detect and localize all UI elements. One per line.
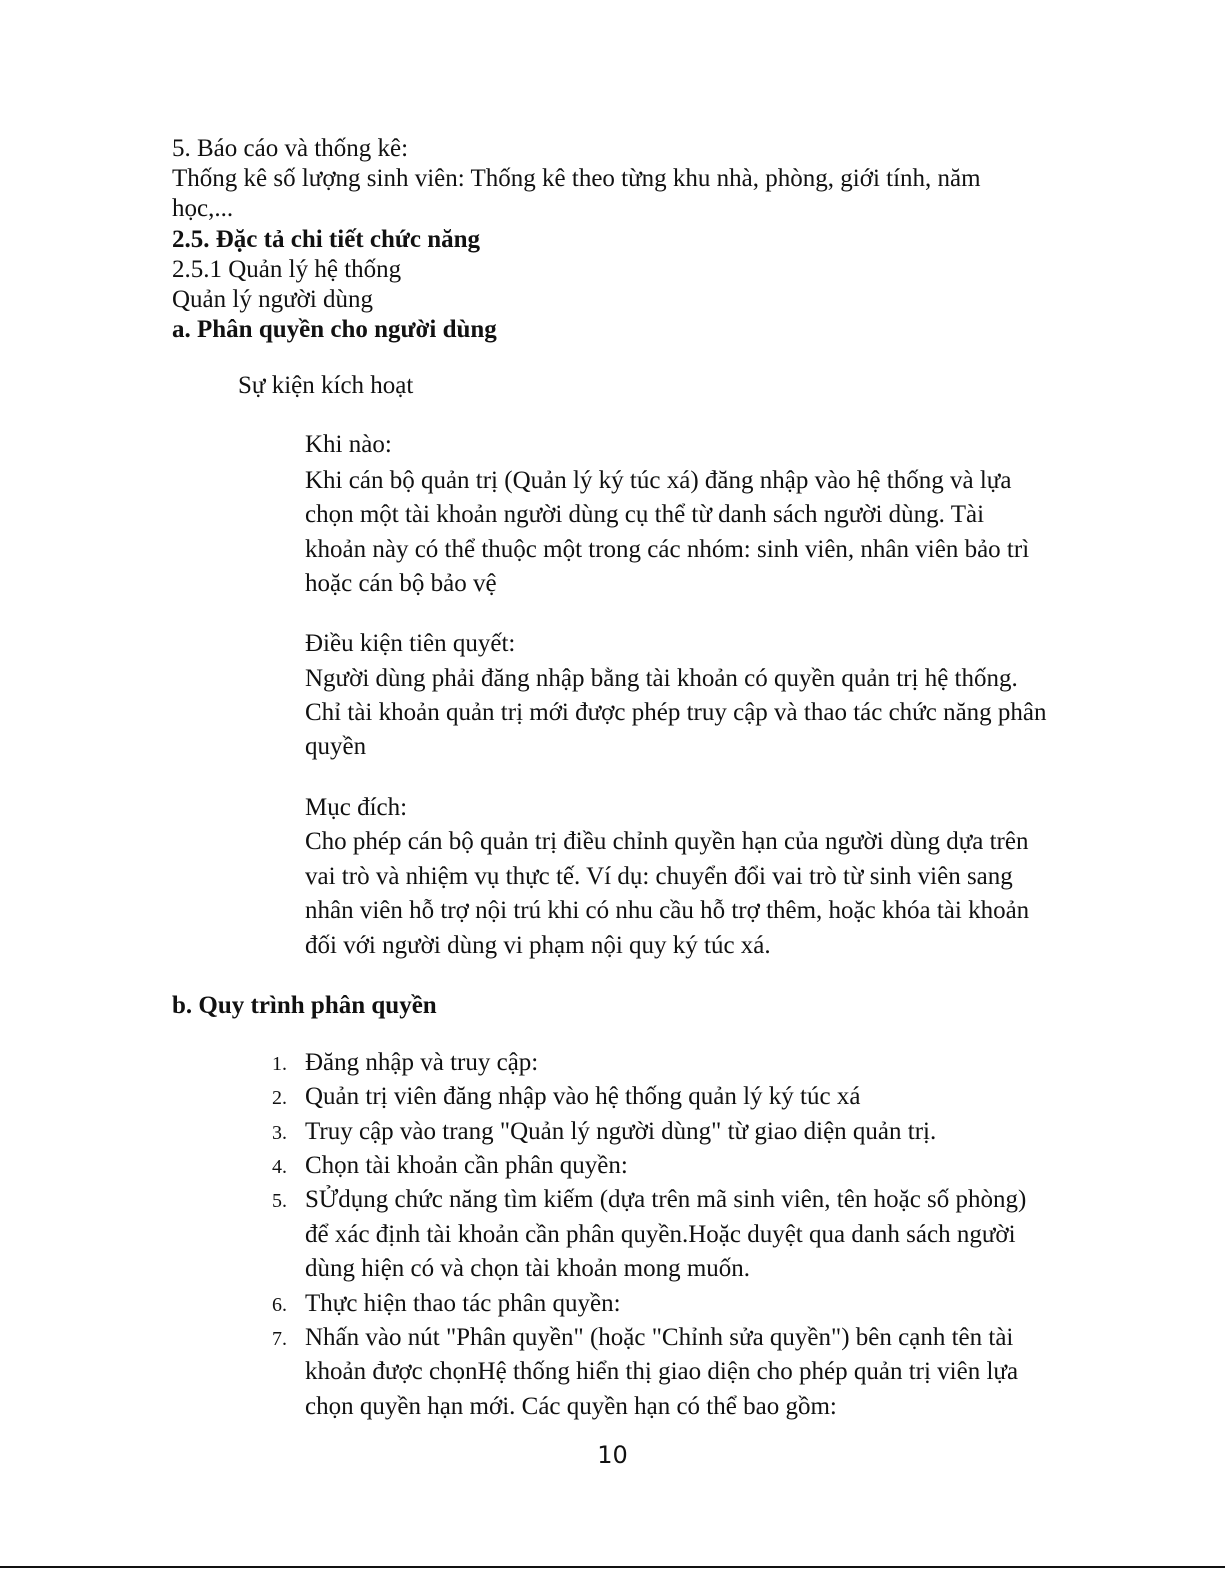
list-number: 1.: [272, 1053, 287, 1075]
list-number: 7.: [272, 1328, 287, 1350]
page-number: 10: [597, 1441, 628, 1469]
subsection-title: 2.5.1 Quản lý hệ thống: [172, 256, 402, 283]
subsection-label: Quản lý người dùng: [172, 286, 374, 313]
list-number: 4.: [272, 1156, 287, 1178]
list-item-line: Truy cập vào trang "Quản lý người dùng" từ giao diện quản trị.: [305, 1118, 937, 1145]
precondition-text-line: Chỉ tài khoản quản trị mới được phép truy cập và thao tác chức năng phân: [305, 699, 1047, 726]
when-text-line: hoặc cán bộ bảo vệ: [305, 570, 497, 597]
goal-text-line: nhân viên hỗ trợ nội trú khi có nhu cầu hỗ trợ thêm, hoặc khóa tài khoản: [305, 897, 1030, 924]
goal-text-line: đối với người dùng vi phạm nội quy ký túc xá.: [305, 932, 771, 959]
when-text-line: khoản này có thể thuộc một trong các nhóm: sinh viên, nhân viên bảo trì: [305, 536, 1030, 563]
when-text-line: chọn một tài khoản người dùng cụ thể từ danh sách người dùng. Tài: [305, 501, 985, 528]
list-item-line: để xác định tài khoản cần phân quyền.Hoặc duyệt qua danh sách người: [305, 1221, 1016, 1248]
trigger-title: Sự kiện kích hoạt: [238, 372, 414, 399]
list-number: 6.: [272, 1294, 287, 1316]
list-item-line: Nhấn vào nút "Phân quyền" (hoặc "Chỉnh sửa quyền") bên cạnh tên tài: [305, 1324, 1014, 1351]
list-item-line: Quản trị viên đăng nhập vào hệ thống quản lý ký túc xá: [305, 1083, 861, 1110]
bottom-divider: [0, 1566, 1225, 1568]
list-number: 2.: [272, 1087, 287, 1109]
goal-label: Mục đích:: [305, 794, 408, 821]
goal-text-line: vai trò và nhiệm vụ thực tế. Ví dụ: chuyển đổi vai trò từ sinh viên sang: [305, 863, 1013, 890]
list-number: 3.: [272, 1122, 287, 1144]
report-text-line: Thống kê số lượng sinh viên: Thống kê theo từng khu nhà, phòng, giới tính, năm: [172, 165, 981, 192]
report-text-line: học,...: [172, 195, 234, 222]
list-item-line: khoản được chọnHệ thống hiển thị giao diện cho phép quản trị viên lựa: [305, 1358, 1019, 1385]
list-number: 5.: [272, 1190, 287, 1212]
precondition-text-line: Người dùng phải đăng nhập bằng tài khoản có quyền quản trị hệ thống.: [305, 665, 1018, 692]
goal-text-line: Cho phép cán bộ quản trị điều chỉnh quyền hạn của người dùng dựa trên: [305, 828, 1029, 855]
section-title: 2.5. Đặc tả chi tiết chức năng: [172, 226, 481, 253]
part-b-title: b. Quy trình phân quyền: [172, 992, 437, 1019]
list-item-line: Chọn tài khoản cần phân quyền:: [305, 1152, 628, 1179]
list-item-line: SỬdụng chức năng tìm kiếm (dựa trên mã sinh viên, tên hoặc số phòng): [305, 1186, 1027, 1213]
part-a-title: a. Phân quyền cho người dùng: [172, 316, 497, 343]
when-text-line: Khi cán bộ quản trị (Quản lý ký túc xá) đăng nhập vào hệ thống và lựa: [305, 467, 1012, 494]
precondition-label: Điều kiện tiên quyết:: [305, 630, 516, 657]
list-item-line: chọn quyền hạn mới. Các quyền hạn có thể bao gồm:: [305, 1393, 837, 1420]
list-item-line: Đăng nhập và truy cập:: [305, 1049, 539, 1076]
report-heading: 5. Báo cáo và thống kê:: [172, 135, 409, 162]
when-label: Khi nào:: [305, 431, 392, 458]
list-item-line: dùng hiện có và chọn tài khoản mong muốn.: [305, 1255, 751, 1282]
list-item-line: Thực hiện thao tác phân quyền:: [305, 1290, 621, 1317]
precondition-text-line: quyền: [305, 733, 367, 760]
